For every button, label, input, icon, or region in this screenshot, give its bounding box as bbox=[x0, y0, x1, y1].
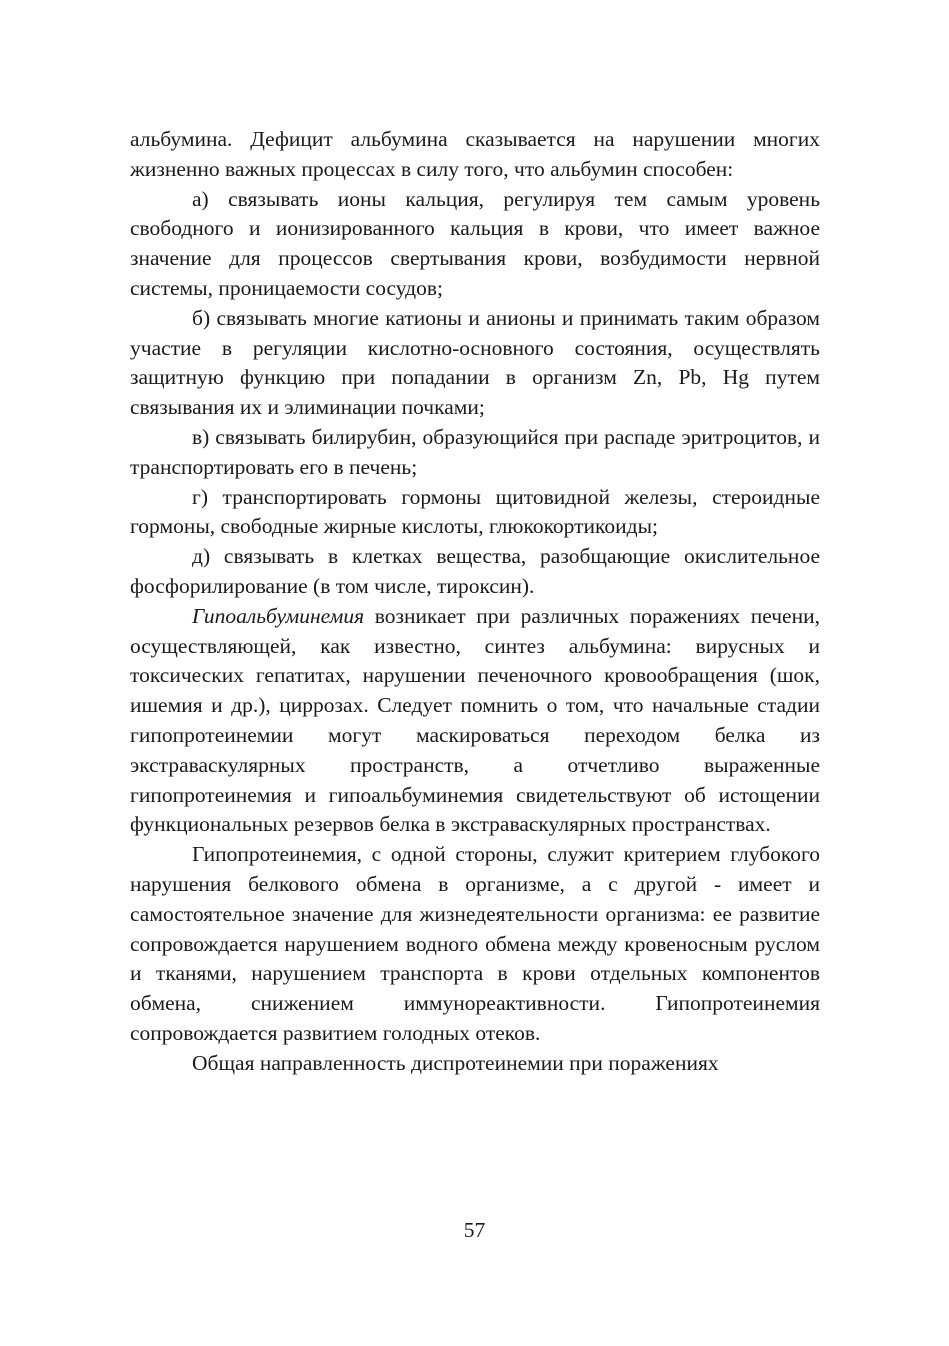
page-body bbox=[130, 125, 820, 1079]
paragraph-item-v: в) связывать билирубин, образующийся при распаде эритроцитов, и транспортировать его в печень; bbox=[130, 424, 820, 479]
paragraph-hypoalbuminemia-text: возникает при различных поражениях печени, осуществляющей, как известно, синтез альбумина: вирусных и токсических гепатитах, нарушении печеночного кровообращения (шок, ишемия и др.), циррозах. Следует помнить о том, что начальные стадии гипопротеинемии могут маскироваться переходом белка из экстраваскулярных пространств, а отчетливо выраженные гипопротеинемия и гипоальбуминемия свидетельствуют об истощении функциональных резервов белка в экстраваскулярных пространствах. bbox=[130, 603, 820, 837]
paragraph-item-d: д) связывать в клетках вещества, разобщающие окислительное фосфорилирование (в том числе, тироксин). bbox=[130, 544, 820, 598]
paragraph-hypoalbuminemia bbox=[130, 602, 820, 840]
paragraph-dysproteinemia: Общая направленность диспротеинемии при поражениях bbox=[192, 1050, 719, 1075]
page-number: 57 bbox=[463, 1218, 486, 1242]
paragraph-hypoproteinemia: Гипопротеинемия, с одной стороны, служит критерием глубокого нарушения белкового обмена в организме, а с другой - имеет и самостоятельное значение для жизнедеятельности организма: ее развитие сопровождается нарушением водного обмена между кровеносным руслом и тканями, нарушением транспорта в крови отдельных компонентов обмена, снижением иммунореактивности. Гипопротеинемия сопровождается развитием голодных отеков. bbox=[130, 842, 820, 1045]
paragraph-item-b: б) связывать многие катионы и анионы и принимать таким образом участие в регуляции кислотно-основного состояния, осуществлять защитную функцию при попадании в организм Zn, Pb, Hg путем связывания их и элиминации почками; bbox=[130, 305, 820, 420]
paragraph-item-a: а) связывать ионы кальция, регулируя тем самым уровень свободного и ионизированного кальция в крови, что имеет важное значение для процессов свертывания крови, возбудимости нервной системы, проницаемости сосудов; bbox=[130, 186, 820, 300]
paragraph-albumin-deficit: альбумина. Дефицит альбумина сказывается на нарушении многих жизненно важных процессах в силу того, что альбумин способен: bbox=[130, 127, 820, 181]
paragraph-item-g: г) транспортировать гормоны щитовидной железы, стероидные гормоны, свободные жирные кислоты, глюкокортикоиды; bbox=[130, 484, 820, 539]
term-hypoalbuminemia: Гипоальбуминемия bbox=[192, 603, 365, 628]
